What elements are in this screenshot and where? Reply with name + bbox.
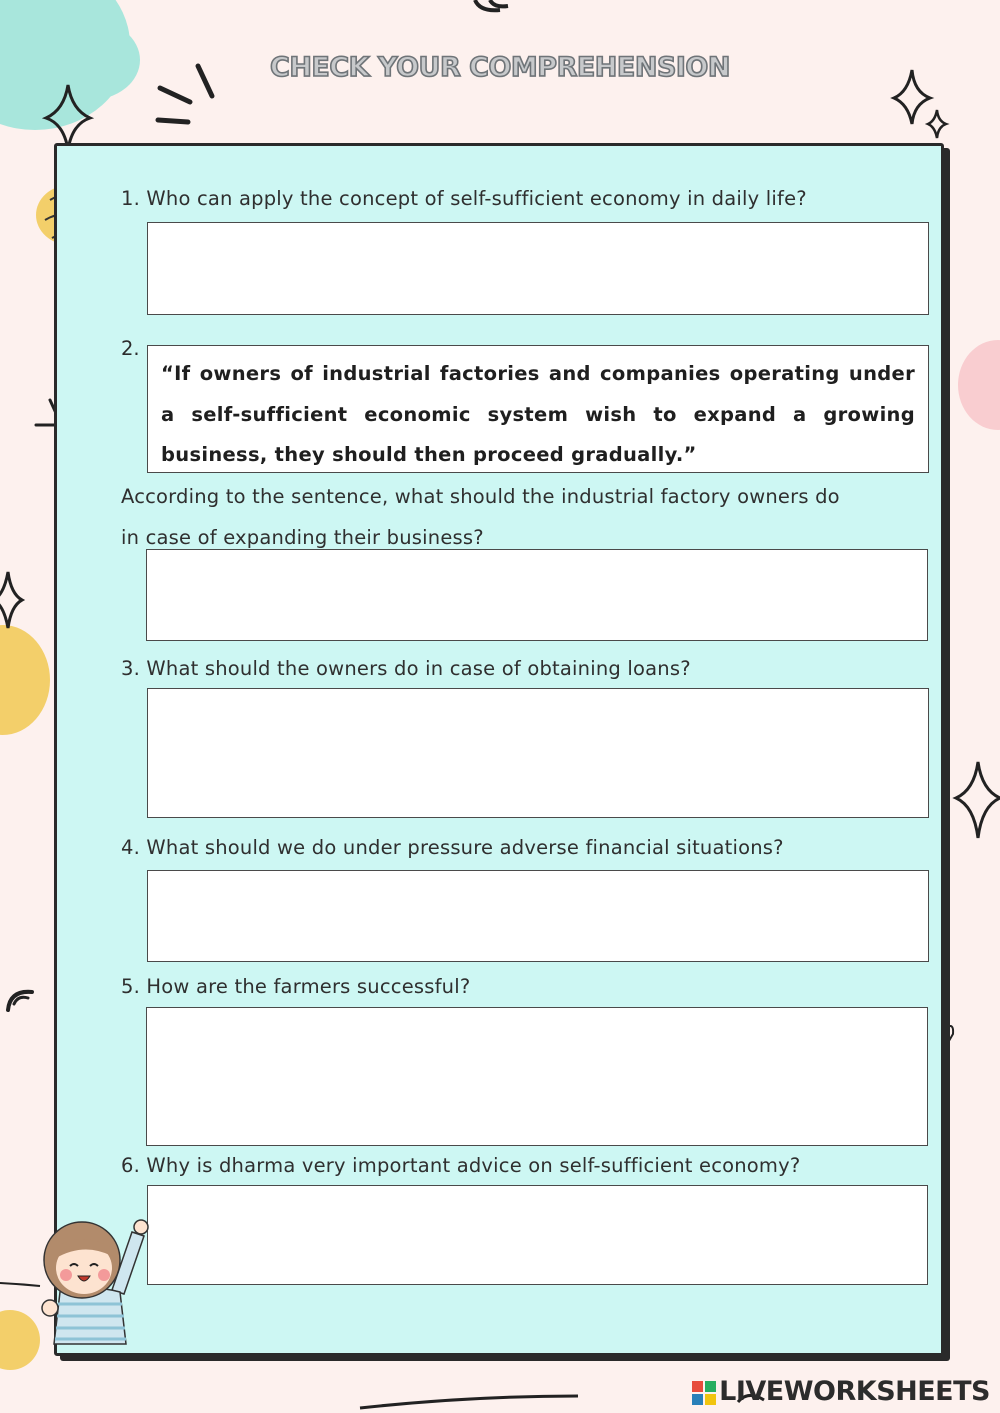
answer-box-6[interactable] — [147, 1185, 928, 1285]
liveworksheets-watermark — [691, 1376, 990, 1407]
question-2-prompt-line-1: According to the sentence, what should the industrial factory owners do — [121, 485, 840, 508]
question-6: 6. Why is dharma very important advice on self-sufficient economy? — [121, 1154, 801, 1177]
answer-box-3[interactable] — [147, 688, 929, 818]
answer-box-2[interactable] — [146, 549, 928, 641]
question-2-number: 2. — [121, 337, 140, 360]
question-5: 5. How are the farmers successful? — [121, 975, 471, 998]
swirl-doodle — [490, 0, 508, 6]
sparkle-icon — [956, 762, 1000, 838]
sparkle-icon — [928, 110, 946, 138]
question-2-prompt — [121, 476, 901, 558]
dash-doodle — [158, 120, 188, 122]
question-2-prompt-line-2: in case of expanding their business? — [121, 526, 484, 549]
dash-doodle — [160, 88, 190, 102]
curl-doodle — [8, 992, 32, 1010]
question-4: 4. What should we do under pressure adverse financial situations? — [121, 836, 784, 859]
question-2-quote: “If owners of industrial factories and companies operating under a self-sufficient economic system wish to expand a growing business, they should then proceed gradually.” — [147, 345, 929, 473]
girl-illustration — [20, 1212, 160, 1352]
sparkle-icon — [0, 572, 22, 628]
answer-box-1[interactable] — [147, 222, 929, 315]
curl-doodle — [14, 997, 28, 1004]
question-3: 3. What should the owners do in case of obtaining loans? — [121, 657, 691, 680]
page-title: CHECK YOUR COMPREHENSION — [270, 52, 730, 83]
question-1: 1. Who can apply the concept of self-sufficient economy in daily life? — [121, 187, 807, 210]
answer-box-5[interactable] — [146, 1007, 928, 1146]
answer-box-4[interactable] — [147, 870, 929, 962]
watermark-text: LIVEWORKSHEETS — [719, 1376, 990, 1407]
sparkle-icon — [46, 85, 90, 150]
bottom-swoosh-doodle — [360, 1396, 578, 1408]
liveworksheets-logo-icon — [691, 1380, 717, 1406]
